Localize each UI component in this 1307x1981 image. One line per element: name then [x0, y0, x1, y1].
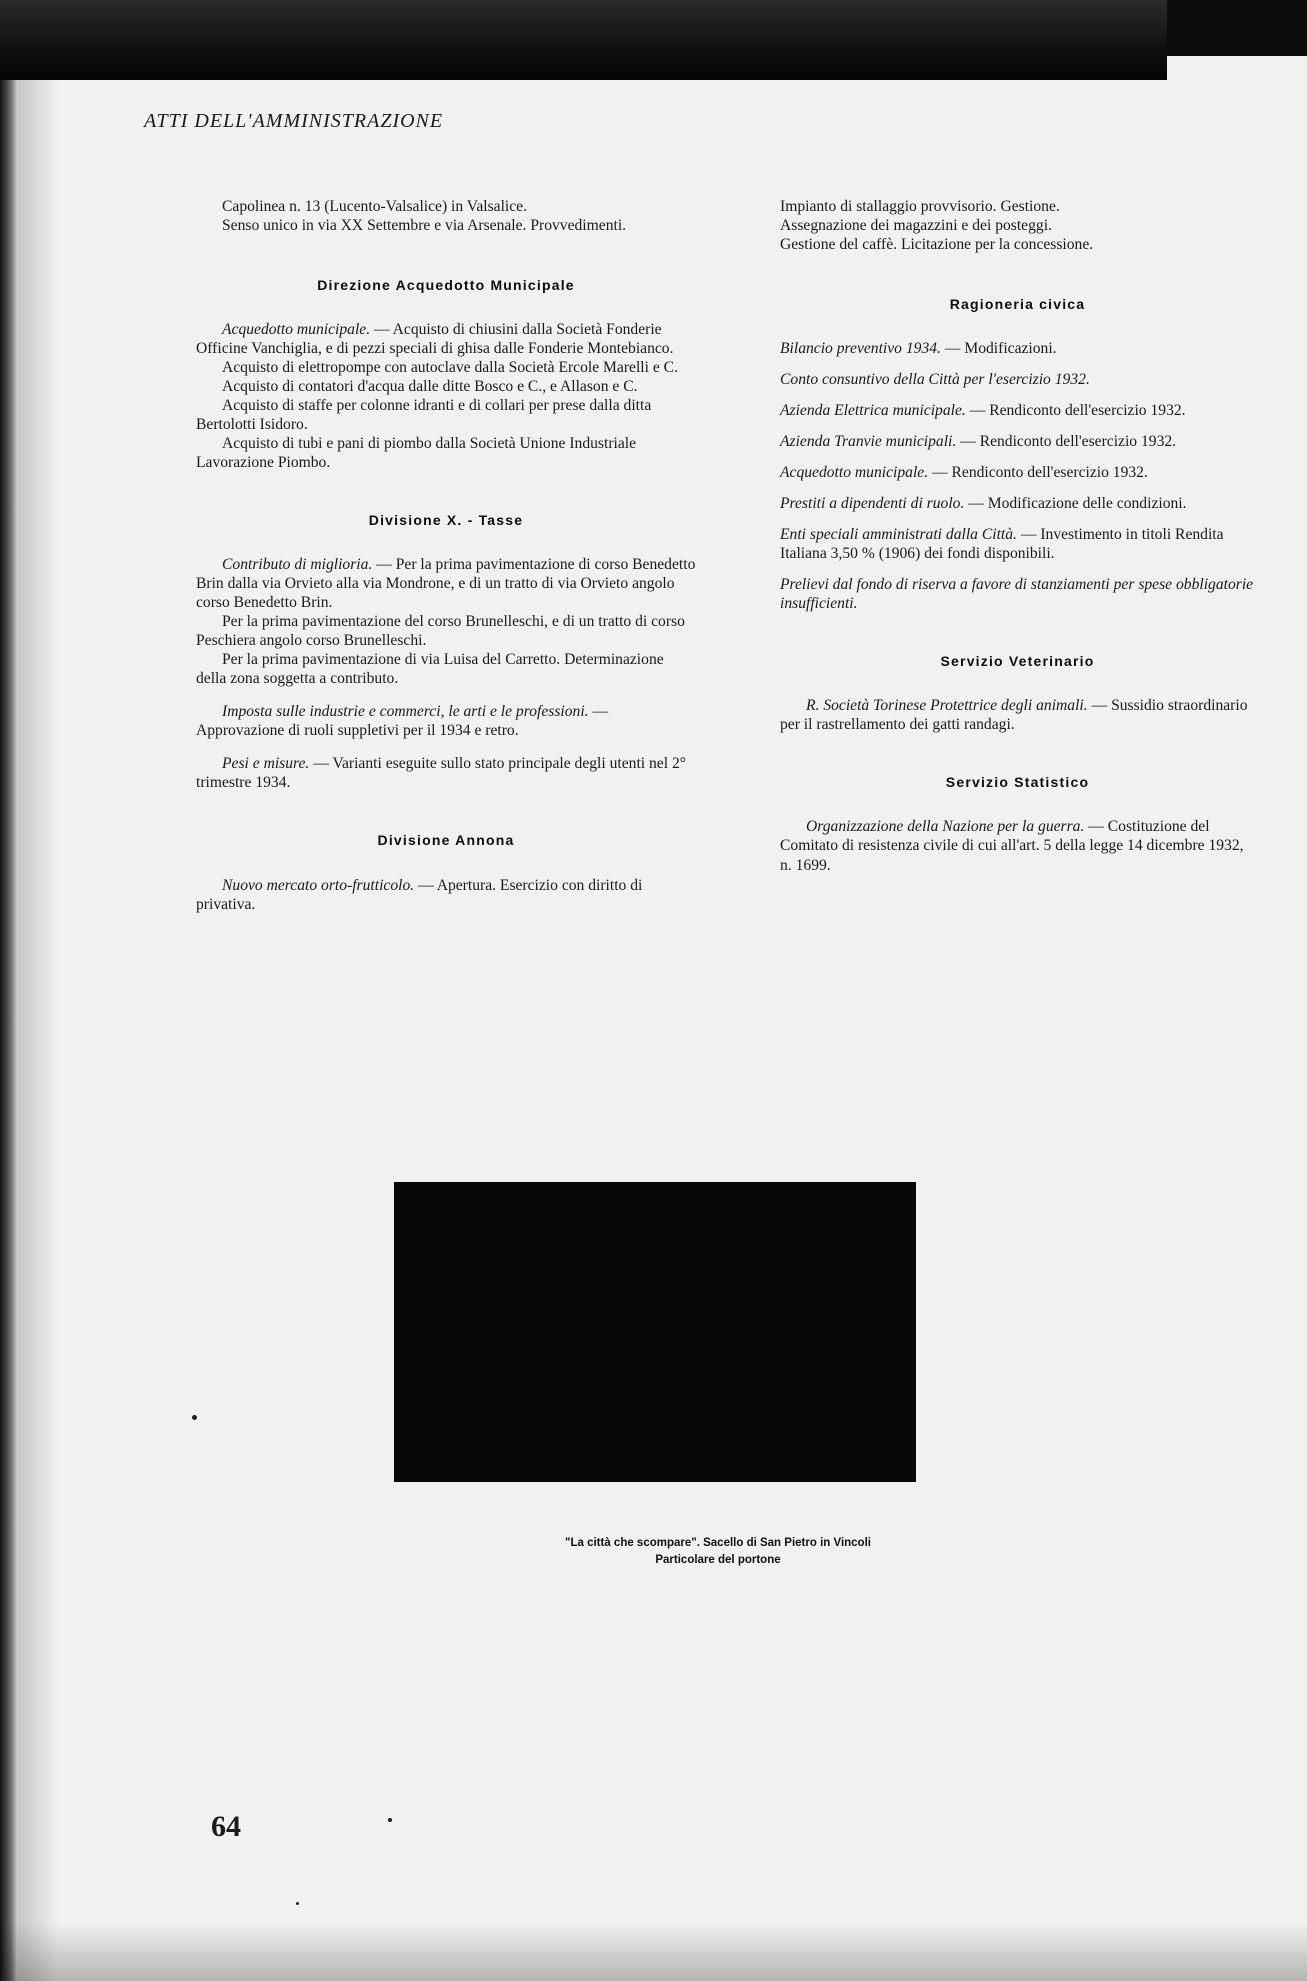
scan-top-right-notch — [1167, 0, 1307, 80]
section-title-tasse: Divisione X. - Tasse — [368, 512, 524, 529]
annona-lead: Nuovo mercato orto-frutticolo. — [222, 876, 415, 894]
ragioneria-item-6 — [780, 494, 1255, 513]
ragioneria-item-1 — [780, 339, 1255, 358]
acquedotto-lead: Acquedotto municipale. — [222, 321, 371, 339]
right-intro-line-2: Assegnazione dei magazzini e dei posteggi. — [780, 217, 1052, 235]
scan-speck — [296, 1902, 299, 1905]
ragioneria-item-7-text: — Investimento in titoli Rendita Italiana 3,50 % (1906) dei fondi disponibili. — [780, 526, 1224, 563]
ragioneria-item-4 — [780, 432, 1255, 451]
section-title-statistico: Servizio Statistico — [945, 774, 1090, 791]
section-title-annona: Divisione Annona — [377, 832, 515, 849]
caption-line-1: "La città che scompare". Sacello di San Pietro in Vincoli — [565, 1537, 871, 1549]
acquedotto-lead-paragraph — [196, 320, 696, 358]
section-title-acquedotto: Direzione Acquedotto Municipale — [317, 277, 575, 294]
section-title-veterinario: Servizio Veterinario — [940, 653, 1095, 670]
ragioneria-item-7-lead: Enti speciali amministrati dalla Città. — [780, 526, 1017, 544]
right-column — [780, 197, 1255, 875]
photo-caption — [458, 1535, 978, 1568]
statistico-lead: Organizzazione della Nazione per la guerra. — [806, 818, 1085, 836]
ragioneria-item-6-text: — Modificazione delle condizioni. — [964, 495, 1187, 513]
ragioneria-item-3-lead: Azienda Elettrica municipale. — [780, 402, 966, 420]
veterinario-paragraph — [780, 696, 1255, 734]
left-intro-line-2: Senso unico in via XX Settembre e via Arsenale. Provvedimenti. — [222, 217, 627, 235]
imposta-text: — Approvazione di ruoli suppletivi per il 1934 e retro. — [196, 703, 609, 740]
imposta-paragraph — [196, 702, 696, 740]
running-head: ATTI DELL'AMMINISTRAZIONE — [144, 110, 444, 132]
scan-bottom-shadow — [0, 1921, 1307, 1981]
statistico-text: — Costituzione del Comitato di resistenza civile di cui all'art. 5 della legge 14 dicembre 1932, n. 1699. — [780, 818, 1244, 874]
annona-text: — Apertura. Esercizio con diritto di privativa. — [196, 876, 643, 913]
acquedotto-lead-text: — Acquisto di chiusini dalla Società Fonderie Officine Vanchiglia, e di pezzi speciali di ghisa dalle Fonderie Montebianco. — [196, 321, 674, 358]
pesi-paragraph — [196, 754, 696, 792]
scan-left-binding-edge — [0, 80, 18, 1981]
ragioneria-item-5 — [780, 463, 1255, 482]
acquedotto-paragraph-3: Acquisto di staffe per colonne idranti e di collari per prese dalla ditta Bertolotti Isidoro. — [196, 397, 652, 434]
right-intro-line-3: Gestione del caffè. Licitazione per la concessione. — [780, 236, 1094, 254]
scan-speck — [388, 1818, 392, 1822]
left-column — [196, 197, 696, 914]
annona-paragraph — [196, 876, 696, 914]
right-intro-line-1: Impianto di stallaggio provvisorio. Gestione. — [780, 198, 1060, 215]
ragioneria-item-2-lead: Conto consuntivo della Città per l'esercizio 1932. — [780, 371, 1090, 389]
left-intro-line-1: Capolinea n. 13 (Lucento-Valsalice) in Valsalice. — [222, 198, 527, 215]
ragioneria-item-6-lead: Prestiti a dipendenti di ruolo. — [780, 495, 965, 513]
scan-dark-top-border — [0, 0, 1307, 80]
ragioneria-item-3-text: — Rendiconto dell'esercizio 1932. — [965, 402, 1186, 420]
ragioneria-item-1-text: — Modificazioni. — [940, 340, 1057, 358]
scan-left-shadow — [18, 80, 58, 1981]
page-number: 64 — [211, 1810, 241, 1843]
ragioneria-item-2 — [780, 370, 1255, 389]
tasse-lead-paragraph — [196, 555, 696, 612]
ragioneria-item-3 — [780, 401, 1255, 420]
acquedotto-paragraph-1: Acquisto di elettropompe con autoclave dalla Società Ercole Marelli e C. — [222, 359, 678, 377]
tasse-paragraph-2: Per la prima pavimentazione di via Luisa del Carretto. Determinazione della zona soggetta a contributo. — [196, 651, 664, 688]
statistico-paragraph — [780, 817, 1255, 874]
ragioneria-item-8 — [780, 575, 1255, 613]
ragioneria-item-1-lead: Bilancio preventivo 1934. — [780, 340, 941, 358]
pesi-lead: Pesi e misure. — [222, 755, 310, 773]
tasse-lead-text: — Per la prima pavimentazione di corso Benedetto Brin dalla via Orvieto alla via Mondrone, e di un tratto di via Orvieto angolo corso Benedetto Brin. — [196, 556, 696, 612]
ragioneria-item-7 — [780, 525, 1255, 563]
scan-speck — [192, 1415, 197, 1420]
ragioneria-item-8-lead: Prelievi dal fondo di riserva a favore di stanziamenti per spese obbligatorie insufficienti. — [780, 576, 1254, 613]
ragioneria-item-5-lead: Acquedotto municipale. — [780, 464, 929, 482]
section-title-ragioneria: Ragioneria civica — [949, 296, 1086, 313]
tasse-paragraph-1: Per la prima pavimentazione del corso Brunelleschi, e di un tratto di corso Peschiera angolo corso Brunelleschi. — [196, 613, 685, 650]
acquedotto-paragraph-4: Acquisto di tubi e pani di piombo dalla Società Unione Industriale Lavorazione Piombo. — [196, 435, 637, 472]
ragioneria-item-4-text: — Rendiconto dell'esercizio 1932. — [956, 433, 1177, 451]
acquedotto-paragraph-2: Acquisto di contatori d'acqua dalle ditte Bosco e C., e Allason e C. — [222, 378, 638, 396]
ragioneria-item-5-text: — Rendiconto dell'esercizio 1932. — [928, 464, 1148, 482]
veterinario-lead: R. Società Torinese Protettrice degli animali. — [806, 697, 1088, 715]
tasse-lead: Contributo di miglioria. — [222, 556, 373, 574]
veterinario-text: — Sussidio straordinario per il rastrellamento dei gatti randagi. — [780, 697, 1248, 734]
pesi-text: — Varianti eseguite sullo stato principale degli utenti nel 2° trimestre 1934. — [196, 755, 686, 792]
caption-line-2: Particolare del portone — [655, 1553, 781, 1566]
ragioneria-item-4-lead: Azienda Tranvie municipali. — [780, 433, 957, 451]
photograph-placeholder — [394, 1182, 916, 1482]
imposta-lead: Imposta sulle industrie e commerci, le arti e le professioni. — [222, 703, 589, 721]
